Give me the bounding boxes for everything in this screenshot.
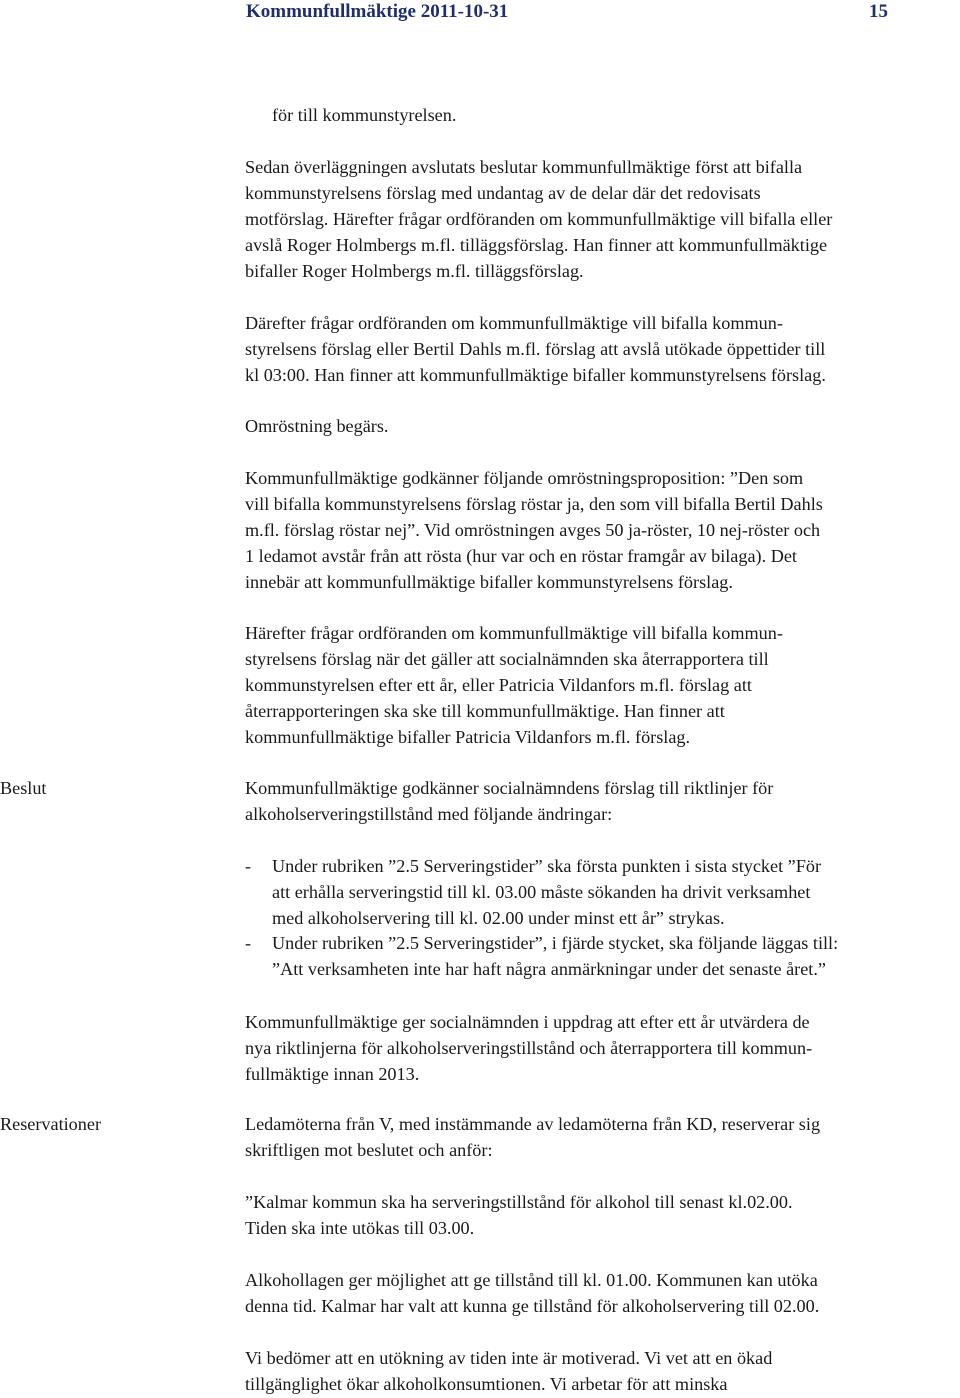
paragraph-omrostning: Omröstning begärs. <box>245 416 389 436</box>
list-dash-2: - <box>245 933 252 953</box>
paragraph-darefter: Därefter frågar ordföranden om kommunfullmäktige vill bifalla kommun- styrelsens förslag eller Bertil Dahls m.fl. förslag att avslå utökade öppettider till kl 03:00. Han finner att kommunfullmäktige bifaller kommunstyrelsens förslag. <box>245 313 826 385</box>
paragraph-aterrapportering: Härefter frågar ordföranden om kommunfullmäktige vill bifalla kommun- styrelsens förslag när det gäller att socialnämnden ska återrapportera till kommunstyrelsen efter ett år, eller Patricia Vildanfors m.fl. förslag att återrapporteringen ska ske till kommunfullmäktige. Han finner att kommunfullmäktige bifaller Patricia Vildanfors m.fl. förslag. <box>245 623 783 747</box>
list-item-2: Under rubriken ”2.5 Serveringstider”, i fjärde stycket, ska följande läggas till: ”Att verksamheten inte har haft några anmärkningar under det senaste året.” <box>272 933 839 979</box>
paragraph-bedomning: Vi bedömer att en utökning av tiden inte är motiverad. Vi vet att en ökad tillgänglighet ökar alkoholkonsumtionen. Vi arbetar för att minska <box>245 1348 773 1394</box>
side-label-beslut: Beslut <box>0 778 47 798</box>
paragraph-continuation: för till kommunstyrelsen. <box>272 105 457 125</box>
header-title: Kommunfullmäktige 2011-10-31 <box>246 1 509 22</box>
paragraph-overlaggning: Sedan överläggningen avslutats beslutar kommunfullmäktige först att bifalla kommunstyrelsens förslag med undantag av de delar där det redovisats motförslag. Härefter frågar ordföranden om kommunfullmäktige vill bifalla eller avslå Roger Holmbergs m.fl. tilläggsförslag. Han finner att kommunfullmäktige bifaller Roger Holmbergs m.fl. tilläggsförslag. <box>245 157 833 281</box>
paragraph-alkohollagen: Alkohollagen ger möjlighet att ge tillstånd till kl. 01.00. Kommunen kan utöka denna tid. Kalmar har valt att kunna ge tillstånd för alkoholservering till 02.00. <box>245 1270 820 1316</box>
paragraph-proposition: Kommunfullmäktige godkänner följande omröstningsproposition: ”Den som vill bifalla kommunstyrelsens förslag röstar ja, den som vill bifalla Bertil Dahls m.fl. förslag röstar nej”. Vid omröstningen avges 50 ja-röster, 10 nej-röster och 1 ledamot avstår från att rösta (hur var och en röstar framgår av bilaga). Det innebär att kommunfullmäktige bifaller kommunstyrelsens förslag. <box>245 468 823 592</box>
list-item-1: Under rubriken ”2.5 Serveringstider” ska första punkten i sista stycket ”För att erhålla serveringstid till kl. 03.00 måste sökanden ha drivit verksamhet med alkoholservering till kl. 02.00 under minst ett år” strykas. <box>272 856 822 928</box>
paragraph-quote-start: ”Kalmar kommun ska ha serveringstillstånd för alkohol till senast kl.02.00. Tiden ska inte utökas till 03.00. <box>245 1192 793 1238</box>
paragraph-beslut: Kommunfullmäktige godkänner socialnämndens förslag till riktlinjer för alkoholserveringstillstånd med följande ändringar: <box>245 778 774 824</box>
page-number: 15 <box>869 1 888 22</box>
list-dash-1: - <box>245 856 252 876</box>
paragraph-uppdrag: Kommunfullmäktige ger socialnämnden i uppdrag att efter ett år utvärdera de nya riktlinjerna för alkoholserveringstillstånd och återrapportera till kommun- fullmäktige innan 2013. <box>245 1012 813 1084</box>
side-label-reservationer: Reservationer <box>0 1114 101 1134</box>
page-header <box>246 0 906 28</box>
paragraph-reservation: Ledamöterna från V, med instämmande av ledamöterna från KD, reserverar sig skriftligen mot beslutet och anför: <box>245 1114 821 1160</box>
